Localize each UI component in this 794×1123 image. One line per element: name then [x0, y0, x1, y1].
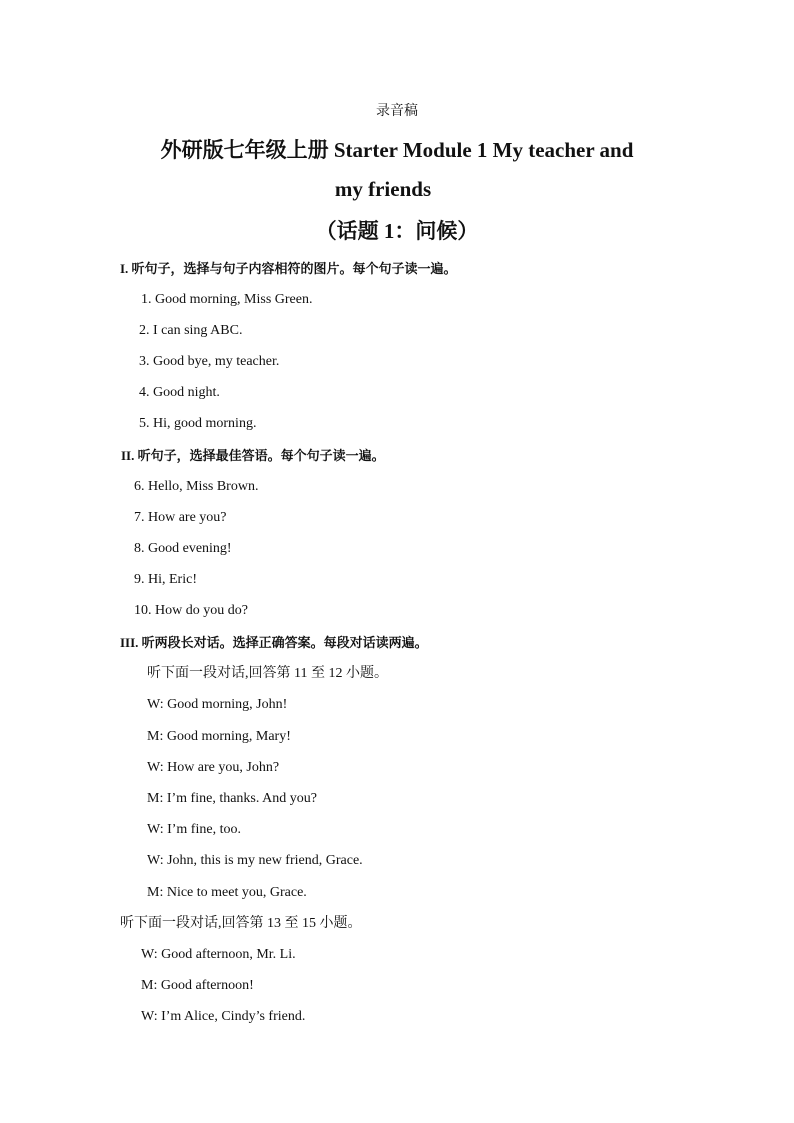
document-subtitle: （话题 1：问候） [315, 219, 479, 243]
list-item: 7. How are you? [134, 510, 227, 525]
list-item: 8. Good evening! [134, 541, 232, 556]
dialog-line: W: How are you, John? [147, 760, 280, 775]
list-item: 1. Good morning, Miss Green. [141, 292, 313, 307]
dialog-line: W: I’m Alice, Cindy’s friend. [141, 1009, 306, 1024]
list-item: 4. Good night. [139, 385, 220, 400]
list-item: 5. Hi, good morning. [139, 416, 257, 431]
dialog2-intro: 听下面一段对话,回答第 13 至 15 小题。 [120, 916, 362, 931]
document-title-line1: 外研版七年级上册 Starter Module 1 My teacher and [160, 138, 634, 162]
list-item: 6. Hello, Miss Brown. [134, 479, 259, 494]
dialog-line: M: Good afternoon! [141, 978, 254, 993]
dialog-line: M: Good morning, Mary! [147, 729, 291, 744]
section3-heading: III. 听两段长对话。选择正确答案。每段对话读两遍。 [120, 635, 428, 650]
list-item: 2. I can sing ABC. [139, 323, 243, 338]
section2-heading: II. 听句子，选择最佳答语。每个句子读一遍。 [121, 448, 385, 463]
dialog-line: W: John, this is my new friend, Grace. [147, 853, 363, 868]
dialog-line: W: I’m fine, too. [147, 822, 241, 837]
dialog1-intro: 听下面一段对话,回答第 11 至 12 小题。 [147, 666, 388, 681]
list-item: 9. Hi, Eric! [134, 572, 197, 587]
dialog-line: M: I’m fine, thanks. And you? [147, 791, 317, 806]
document-title-line2: my friends [334, 177, 432, 201]
dialog-line: W: Good morning, John! [147, 697, 288, 712]
list-item: 3. Good bye, my teacher. [139, 354, 280, 369]
dialog-line: M: Nice to meet you, Grace. [147, 885, 307, 900]
section1-heading: I. 听句子，选择与句子内容相符的图片。每个句子读一遍。 [120, 261, 457, 276]
list-item: 10. How do you do? [134, 603, 248, 618]
document-label: 录音稿 [376, 104, 418, 119]
dialog-line: W: Good afternoon, Mr. Li. [141, 947, 296, 962]
